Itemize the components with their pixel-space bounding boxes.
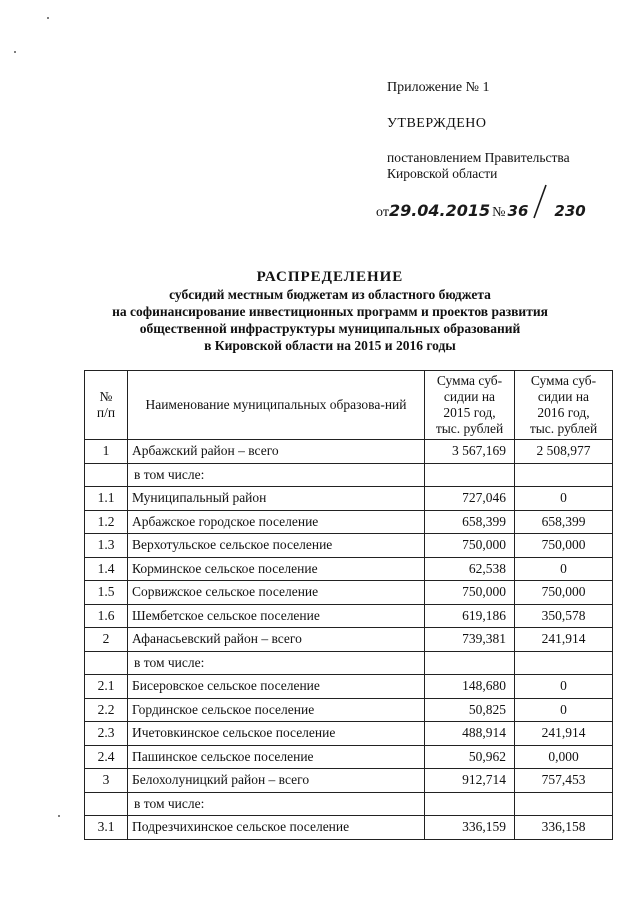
handwritten-number-a: 36	[507, 202, 529, 220]
row-2016-cell: 757,453	[515, 769, 613, 793]
row-2016-cell: 241,914	[515, 722, 613, 746]
row-number-cell: 2	[85, 628, 128, 652]
row-name-cell: Корминское сельское поселение	[128, 557, 425, 581]
table-row	[85, 651, 613, 675]
row-2016-cell	[515, 651, 613, 675]
row-number-cell: 2.1	[85, 675, 128, 699]
handwritten-slash-icon	[530, 184, 550, 220]
title-main: РАСПРЕДЕЛЕНИЕ	[256, 269, 404, 285]
row-2016-cell: 2 508,977	[515, 440, 613, 464]
row-number-cell: 1.4	[85, 557, 128, 581]
table-header-row	[85, 371, 613, 440]
row-2015-cell: 658,399	[425, 510, 515, 534]
row-2015-cell: 727,046	[425, 487, 515, 511]
decree-text	[387, 150, 627, 182]
title-line-1: субсидий местным бюджетам из областного бюджета	[169, 287, 491, 302]
row-2016-cell: 0	[515, 557, 613, 581]
row-2015-cell	[425, 651, 515, 675]
row-2016-cell: 750,000	[515, 581, 613, 605]
title-line-4: в Кировской области на 2015 и 2016 годы	[204, 338, 456, 353]
title-line-2: на софинансирование инвестиционных программ и проектов развития	[112, 304, 548, 319]
row-number-cell: 3	[85, 769, 128, 793]
row-name-cell: Муниципальный район	[128, 487, 425, 511]
row-2015-cell	[425, 792, 515, 816]
table-row	[85, 628, 613, 652]
table-row	[85, 510, 613, 534]
row-number-cell: 1.3	[85, 534, 128, 558]
row-number-cell: 1.6	[85, 604, 128, 628]
row-number-cell	[85, 651, 128, 675]
row-2015-cell: 739,381	[425, 628, 515, 652]
scan-speck	[47, 17, 49, 19]
row-2015-cell: 619,186	[425, 604, 515, 628]
row-name-cell: в том числе:	[128, 651, 425, 675]
handwritten-date: 29.04.2015	[388, 201, 491, 220]
table-row	[85, 769, 613, 793]
appendix-label: Приложение № 1	[387, 80, 490, 95]
row-name-cell: Сорвижское сельское поселение	[128, 581, 425, 605]
row-number-cell: 1.1	[85, 487, 128, 511]
row-2016-cell	[515, 463, 613, 487]
decree-line-2: Кировской области	[387, 166, 498, 181]
row-name-cell: в том числе:	[128, 792, 425, 816]
row-2015-cell: 750,000	[425, 534, 515, 558]
table-row	[85, 463, 613, 487]
document-title	[60, 269, 600, 354]
row-name-cell: Ичетовкинское сельское поселение	[128, 722, 425, 746]
row-2016-cell: 658,399	[515, 510, 613, 534]
row-2015-cell	[425, 463, 515, 487]
table-row	[85, 675, 613, 699]
date-prefix: от	[376, 205, 389, 220]
row-number-cell: 2.2	[85, 698, 128, 722]
row-2016-cell: 0,000	[515, 745, 613, 769]
row-name-cell: Арбажский район – всего	[128, 440, 425, 464]
table-row	[85, 487, 613, 511]
row-name-cell: Бисеровское сельское поселение	[128, 675, 425, 699]
table-row	[85, 604, 613, 628]
row-name-cell: Гординское сельское поселение	[128, 698, 425, 722]
row-2015-cell: 148,680	[425, 675, 515, 699]
row-number-cell: 3.1	[85, 816, 128, 840]
row-2015-cell: 750,000	[425, 581, 515, 605]
header-num: № п/п	[85, 371, 128, 440]
row-number-cell: 1	[85, 440, 128, 464]
row-2015-cell: 912,714	[425, 769, 515, 793]
table-row	[85, 722, 613, 746]
row-name-cell: Белохолуницкий район – всего	[128, 769, 425, 793]
scan-speck	[14, 51, 16, 53]
row-number-cell: 1.5	[85, 581, 128, 605]
table-row	[85, 745, 613, 769]
row-2015-cell: 3 567,169	[425, 440, 515, 464]
row-number-cell	[85, 792, 128, 816]
row-name-cell: Верхотульское сельское поселение	[128, 534, 425, 558]
row-2015-cell: 488,914	[425, 722, 515, 746]
table-row	[85, 534, 613, 558]
scan-speck	[58, 815, 60, 817]
row-2016-cell: 241,914	[515, 628, 613, 652]
table-row	[85, 440, 613, 464]
header-name: Наименование муниципальных образова-ний	[128, 371, 425, 440]
decree-date-line	[376, 180, 586, 221]
row-2015-cell: 50,825	[425, 698, 515, 722]
handwritten-number-b: 230	[554, 202, 586, 220]
row-name-cell: в том числе:	[128, 463, 425, 487]
row-2015-cell: 62,538	[425, 557, 515, 581]
row-name-cell: Афанасьевский район – всего	[128, 628, 425, 652]
table-row	[85, 698, 613, 722]
row-2016-cell: 750,000	[515, 534, 613, 558]
approved-label: УТВЕРЖДЕНО	[387, 116, 487, 131]
title-line-3: общественной инфраструктуры муниципальных образований	[139, 321, 521, 336]
row-2015-cell: 50,962	[425, 745, 515, 769]
table-row	[85, 557, 613, 581]
row-number-cell: 2.4	[85, 745, 128, 769]
header-2015: Сумма суб- сидии на 2015 год, тыс. рублей	[425, 371, 515, 440]
decree-line-1: постановлением Правительства	[387, 150, 570, 165]
subsidy-table	[84, 370, 613, 840]
row-name-cell: Арбажское городское поселение	[128, 510, 425, 534]
table-row	[85, 792, 613, 816]
table-row	[85, 581, 613, 605]
number-prefix: №	[492, 205, 506, 220]
row-2016-cell: 0	[515, 675, 613, 699]
row-number-cell: 2.3	[85, 722, 128, 746]
row-name-cell: Подрезчихинское сельское поселение	[128, 816, 425, 840]
row-2016-cell: 0	[515, 698, 613, 722]
row-2016-cell: 336,158	[515, 816, 613, 840]
row-number-cell: 1.2	[85, 510, 128, 534]
table-row	[85, 816, 613, 840]
row-2016-cell: 0	[515, 487, 613, 511]
header-2016: Сумма суб- сидии на 2016 год, тыс. рублей	[515, 371, 613, 440]
row-name-cell: Шембетское сельское поселение	[128, 604, 425, 628]
row-2015-cell: 336,159	[425, 816, 515, 840]
row-number-cell	[85, 463, 128, 487]
row-name-cell: Пашинское сельское поселение	[128, 745, 425, 769]
row-2016-cell: 350,578	[515, 604, 613, 628]
row-2016-cell	[515, 792, 613, 816]
